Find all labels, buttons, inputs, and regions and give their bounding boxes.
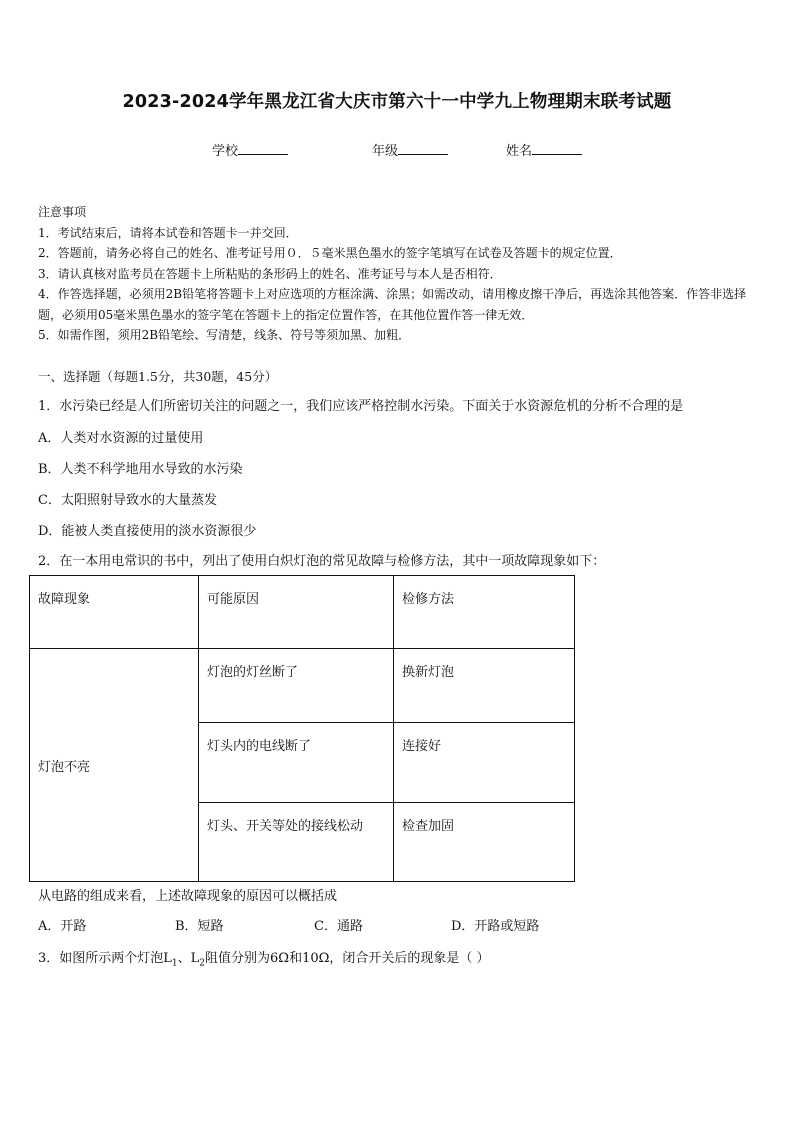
q3-sub2: 2 bbox=[199, 958, 206, 969]
table-header-phenomenon: 故障现象 bbox=[30, 576, 199, 649]
q1-option-c[interactable]: C．太阳照射导致水的大量蒸发 bbox=[38, 493, 217, 508]
name-label: 姓名 bbox=[506, 144, 533, 159]
school-label: 学校 bbox=[212, 144, 239, 159]
note-item-3: 3．请认真核对监考员在答题卡上所粘贴的条形码上的姓名、准考证号与本人是否相符． bbox=[38, 266, 502, 281]
q2-option-a[interactable]: A．开路 bbox=[38, 919, 87, 934]
notes-heading: 注意事项 bbox=[38, 205, 87, 219]
school-blank[interactable] bbox=[238, 142, 288, 155]
q1-option-d[interactable]: D．能被人类直接使用的淡水资源很少 bbox=[38, 524, 257, 539]
table-cell-fix: 换新灯泡 bbox=[394, 649, 575, 723]
grade-blank[interactable] bbox=[398, 142, 448, 155]
table-cell-cause: 灯头、开关等处的接线松动 bbox=[199, 803, 394, 882]
fault-table bbox=[29, 575, 575, 882]
note-item-4: 4．作答选择题，必须用2B铅笔将答题卡上对应选项的方框涂满、涂黑；如需改动，请用橡皮擦干净后，再选涂其他答案．作答非选择题，必须用05毫米黑色墨水的签字笔在答题卡上的指定位置作答，在其他位置作答一律无效． bbox=[38, 287, 747, 322]
table-cell-fix: 连接好 bbox=[394, 723, 575, 803]
table-header-cause: 可能原因 bbox=[199, 576, 394, 649]
school-field[interactable] bbox=[212, 140, 288, 159]
table-cell-cause: 灯泡的灯丝断了 bbox=[199, 649, 394, 723]
q3-mid: 、L bbox=[177, 951, 200, 966]
q1-stem: 1．水污染已经是人们所密切关注的问题之一，我们应该严格控制水污染。下面关于水资源危机的分析不合理的是 bbox=[38, 399, 684, 414]
table-cell-fix: 检查加固 bbox=[394, 803, 575, 882]
q1-option-a[interactable]: A．人类对水资源的过量使用 bbox=[38, 431, 204, 446]
q2-followup: 从电路的组成来看，上述故障现象的原因可以概括成 bbox=[38, 889, 338, 904]
grade-label: 年级 bbox=[372, 144, 399, 159]
q2-option-d[interactable]: D．开路或短路 bbox=[451, 919, 540, 934]
q2-options bbox=[38, 915, 758, 935]
exam-title: 2023-2024学年黑龙江省大庆市第六十一中学九上物理期末联考试题 bbox=[122, 92, 672, 112]
table-cell-cause: 灯头内的电线断了 bbox=[199, 723, 394, 803]
q3-suffix: 阻值分别为6Ω和10Ω，闭合开关后的现象是（ ） bbox=[205, 951, 490, 966]
name-blank[interactable] bbox=[532, 142, 582, 155]
note-item-5: 5．如需作图，须用2B铅笔绘、写清楚，线条、符号等须加黑、加粗． bbox=[38, 328, 411, 342]
q3-stem bbox=[38, 947, 490, 969]
q2-option-c[interactable]: C．通路 bbox=[314, 919, 363, 934]
q1-option-b[interactable]: B．人类不科学地用水导致的水污染 bbox=[38, 462, 243, 477]
note-item-1: 1．考试结束后，请将本试卷和答题卡一并交回． bbox=[38, 225, 298, 240]
name-field[interactable] bbox=[506, 140, 582, 159]
table-row bbox=[30, 649, 575, 723]
table-header-fix: 检修方法 bbox=[394, 576, 575, 649]
q2-option-b[interactable]: B．短路 bbox=[175, 919, 224, 934]
table-cell-phenomenon: 灯泡不亮 bbox=[30, 649, 199, 882]
grade-field[interactable] bbox=[372, 140, 448, 159]
note-item-2: 2．答题前，请务必将自己的姓名、准考证号用０．５毫米黑色墨水的签字笔填写在试卷及答题卡的规定位置． bbox=[38, 246, 622, 260]
notes-block bbox=[38, 202, 758, 346]
table-header-row bbox=[30, 576, 575, 649]
q3-sub1: 1 bbox=[171, 958, 178, 969]
q2-stem: 2．在一本用电常识的书中，列出了使用白炽灯泡的常见故障与检修方法，其中一项故障现象如下： bbox=[38, 554, 606, 569]
q3-prefix: 3．如图所示两个灯泡L bbox=[38, 951, 172, 966]
section-heading: 一、选择题（每题1.5分，共30题，45分） bbox=[38, 369, 278, 384]
